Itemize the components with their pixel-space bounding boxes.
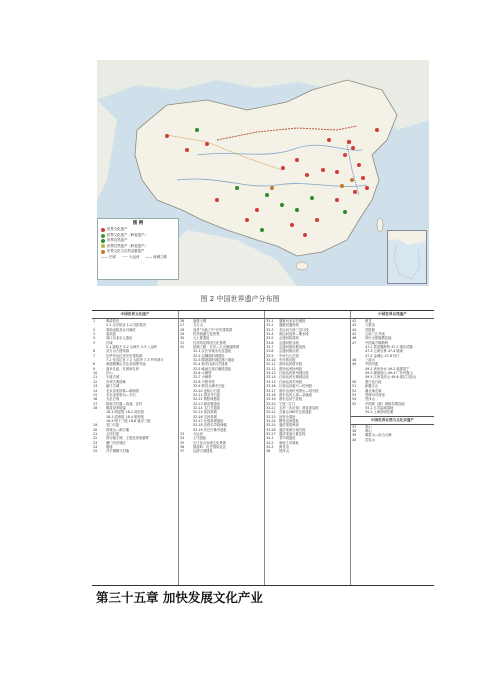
row-number: 33-2 <box>266 323 274 328</box>
row-name: 武当山古建筑群 <box>106 349 130 354</box>
row-name: 32-11 炳灵寺石窟 <box>193 392 221 397</box>
chapter-heading: 第三十五章 加快发展文化产业 <box>96 590 263 605</box>
row-name: 元上都遗址 <box>193 336 210 341</box>
row-name: 32-8 兴教寺塔 <box>193 379 215 384</box>
row-name: 大足石刻 <box>106 397 120 402</box>
row-number: 49 <box>352 362 357 367</box>
row-number: 34 <box>180 436 185 441</box>
header-natural: 中国世界自然遗产 <box>351 311 434 319</box>
row-number: 33-5 <box>266 336 274 341</box>
row-name: 47-5 金佛山 47-6 环江 <box>365 353 400 358</box>
row-number: 51 <box>352 384 357 389</box>
row-name: 苏州古典园林 <box>106 379 126 384</box>
row-name: 32-13 悬泉置遗址 <box>193 401 221 406</box>
row-name: 黄龙 <box>365 319 372 323</box>
row-name: 杭州西湖文化景观 <box>193 332 220 337</box>
row-number: 33-16 <box>266 384 276 389</box>
row-name: 淮扬运河淮安段 <box>279 362 303 367</box>
row-number: 33-1 <box>266 319 274 323</box>
row-number: 14 <box>93 388 98 393</box>
row-number: 48 <box>352 358 357 363</box>
row-name: 湖北神农架 <box>365 388 382 393</box>
row-name: 32-15 高昌故城 <box>193 410 217 415</box>
row-name: 浙东运河宁波段 <box>279 397 303 402</box>
list-col4b <box>351 425 434 442</box>
row-name: 32-1 汉长安城未央宫遗址 <box>193 349 232 354</box>
green-dot-icon <box>101 234 105 238</box>
row-name: 武夷山 <box>365 437 375 442</box>
row-name: 18-3 清西陵 18-4 明孝陵 <box>106 414 144 419</box>
table-row <box>265 449 350 453</box>
row-name: 老司城遗址 <box>279 436 296 441</box>
row-name: 柳孜运河遗址 <box>279 418 299 423</box>
row-number: 17 <box>93 401 98 406</box>
row-name: 武陵源 <box>365 327 375 332</box>
row-number: 33-6 <box>266 340 274 345</box>
row-name: 通济渠郑州段 <box>279 423 299 428</box>
row-name: 通济渠商丘夏邑段 <box>279 431 306 436</box>
legend-item-natural-cross: 世界自然遗产（跨省遗产） <box>101 244 175 249</box>
row-number: 44 <box>352 327 357 332</box>
row-name: 庐山 <box>106 371 113 376</box>
row-name: 曲阜孔庙、孔林和孔府 <box>106 366 139 371</box>
map-legend <box>97 218 179 280</box>
row-number: 33-13 <box>266 371 276 376</box>
row-name: 左江花山岩画文化景观 <box>193 440 226 445</box>
row-number: 33-20 <box>266 401 276 406</box>
row-name: 明清皇家陵寝 <box>106 405 126 410</box>
row-name: 丽江古城 <box>106 384 120 389</box>
row-name: 32-7 小雁塔 <box>193 375 212 380</box>
row-name: 47-3 云南石林 47-4 施秉 <box>365 349 403 354</box>
row-number: 33-3 <box>266 327 274 332</box>
row-name: 莫高窟 <box>106 332 116 337</box>
row-name: 55-1 江苏盐城湿地 <box>365 405 394 410</box>
row-name: 1-1 北京故宫 1-2 沈阳故宫 <box>106 323 147 328</box>
row-number: 45 <box>352 332 357 337</box>
row-number: 33-18 <box>266 392 276 397</box>
row-number: 33-10 <box>266 358 276 363</box>
row-name: 32-14 玉门关遗址 <box>193 405 221 410</box>
table-column-2 <box>179 311 264 585</box>
row-number: 33-9 <box>266 353 274 358</box>
row-name: 周口店北京人遗址 <box>106 336 133 341</box>
row-name: 会通河微山段 <box>279 349 299 354</box>
row-number: 32 <box>180 345 185 350</box>
row-name: 丝绸之路：长安—天山廊道路网 <box>193 345 240 350</box>
row-name: 云冈石窟 <box>106 431 120 436</box>
row-number: 37 <box>352 424 357 429</box>
row-name: 中国丹霞 <box>365 362 379 367</box>
row-name: 会通河临清段 <box>279 336 299 341</box>
row-name: 49-5 江西龙虎山 49-6 浙江江郎山 <box>365 375 417 380</box>
row-name: 北京皇家园林—颐和园 <box>106 388 139 393</box>
south-china-sea-inset <box>387 230 427 284</box>
row-number: 6 <box>93 349 96 354</box>
row-number: 15 <box>93 392 98 397</box>
legend-item-cultural: 世界文化遗产 <box>101 227 175 232</box>
row-number: 30 <box>180 336 185 341</box>
row-name: 47-1 荔波喀斯特 47-2 重庆武隆 <box>365 345 413 350</box>
row-name: 梵净山 <box>279 449 289 454</box>
row-name: 江南运河无锡城区段 <box>279 375 309 380</box>
header-cultural: 中国世界文化遗产 <box>92 311 178 319</box>
header-spacer <box>265 311 350 319</box>
row-name: 7-1 布达拉宫 7-2 大昭寺 7-3 罗布林卡 <box>106 358 164 363</box>
row-name: 龙门石窟 <box>106 423 120 428</box>
row-number: 33-24 <box>266 418 276 423</box>
row-number: 37 <box>180 449 185 454</box>
list-col1 <box>92 319 178 454</box>
figure-caption: 图 2 中国世界遗产分布图 <box>200 295 280 303</box>
row-number: 23 <box>93 440 98 445</box>
row-number: 8 <box>93 362 96 367</box>
row-number: 16 <box>93 397 98 402</box>
legend-item-mixed: 世界文化与自然双重遗产 <box>101 249 175 254</box>
row-number: 33-8 <box>266 349 274 354</box>
row-name: 开平碉楼与村落 <box>106 449 130 454</box>
table-row <box>179 449 264 453</box>
row-name: 海龙屯 <box>279 444 289 449</box>
row-name: 32-18 克孜尔尕哈烽燧 <box>193 423 227 428</box>
row-name: 江南运河常州城区段 <box>279 371 309 376</box>
row-number: 33-15 <box>266 379 276 384</box>
row-number: 33-11 <box>266 362 276 367</box>
header-spacer <box>179 311 264 319</box>
heritage-table <box>92 310 434 586</box>
row-number: 54 <box>352 397 357 402</box>
legend-item-natural: 世界自然遗产 <box>101 238 175 243</box>
row-name: 良渚古城遗址 <box>193 449 213 454</box>
row-name: 含嘉仓160号仓窖遗址 <box>279 410 312 415</box>
row-name: 32-17 北庭故城遗址 <box>193 418 224 423</box>
row-name: 32-4 新安汉函谷关遗址 <box>193 362 228 367</box>
row-number: 25 <box>93 449 98 454</box>
row-number: 11 <box>93 375 98 380</box>
row-name: 32-5 崤函古道石壕段遗址 <box>193 366 232 371</box>
row-number: 7 <box>93 353 96 358</box>
row-name: 32-6 大雁塔 <box>193 371 212 376</box>
row-number: 33-27 <box>266 431 276 436</box>
row-name: 梵净山 <box>365 397 375 402</box>
row-number: 3 <box>93 332 96 337</box>
row-number: 27 <box>180 323 185 328</box>
table-column-3 <box>265 311 350 585</box>
row-number: 55 <box>352 401 357 406</box>
row-name: 卫河（永济渠）滑县浚县段 <box>279 405 319 410</box>
row-name: 中国黄（渤）海候鸟栖息地 <box>365 401 405 406</box>
row-number: 33-7 <box>266 345 274 350</box>
row-name: 峨眉山—乐山大佛 <box>365 433 392 438</box>
row-name: 18-1 明显陵 18-2 清东陵 <box>106 410 144 415</box>
row-name: 32-16 交河故城 <box>193 414 217 419</box>
row-number: 33 <box>180 431 185 436</box>
row-name: 鼓浪屿：历史国际社区 <box>193 444 226 449</box>
row-number: 31 <box>180 340 185 345</box>
row-number <box>351 410 365 414</box>
green-dot-icon <box>101 239 105 243</box>
row-number: 28 <box>180 327 185 332</box>
row-name: 新疆天山 <box>365 384 379 389</box>
row-number: 10 <box>93 371 98 376</box>
row-number: 24 <box>93 444 98 449</box>
row-number: 9 <box>93 366 96 371</box>
row-number: 33-26 <box>266 427 276 432</box>
row-name: 32-3 隋唐洛阳城定鼎门遗址 <box>193 358 235 363</box>
row-name: 长城 <box>106 340 113 345</box>
row-number: 26 <box>180 319 185 323</box>
row-number: 33-14 <box>266 375 276 380</box>
row-number: 33-17 <box>266 388 276 393</box>
row-name: 宁波三江口 <box>279 401 296 406</box>
row-name: 浙东运河上虞—余姚段 <box>279 392 312 397</box>
row-number: 33-19 <box>266 397 276 402</box>
list-col4 <box>351 319 434 415</box>
row-name: 32-9 彬县大佛寺石窟 <box>193 384 225 389</box>
row-name: 五台山 <box>193 323 203 328</box>
row-name: 会通河阳谷段 <box>279 340 299 345</box>
row-number: 47 <box>352 340 357 345</box>
row-number: 36 <box>180 444 185 449</box>
row-name: 通惠河北京旧城段 <box>279 319 306 323</box>
row-name: 中河宿迁段 <box>279 358 296 363</box>
row-name: 秦始皇陵及兵马俑坑 <box>106 327 136 332</box>
row-number: 18 <box>93 405 98 410</box>
row-number: 33-21 <box>266 405 276 410</box>
row-name: 江南运河嘉兴—杭州段 <box>279 384 312 389</box>
row-name: 澄江化石地 <box>365 379 382 384</box>
row-name: 九寨沟 <box>365 323 375 328</box>
row-name: 泰山 <box>365 424 372 429</box>
row-number: 21 <box>93 431 98 436</box>
row-number: 33-12 <box>266 366 276 371</box>
row-name: 32-10 麦积山石窟 <box>193 388 221 393</box>
row-name: 四川大熊猫栖息地 <box>365 336 392 341</box>
row-name: 江南运河苏州段 <box>279 379 303 384</box>
row-name: 明清故宫 <box>106 319 120 323</box>
row-number: 38 <box>266 449 271 454</box>
row-name: 高句丽王城、王陵及贵族墓葬 <box>106 436 149 441</box>
row-number: 52 <box>352 388 357 393</box>
row-number: 22 <box>93 436 98 441</box>
legend-item-cultural-cross: 世界文化遗产（跨省遗产） <box>101 233 175 238</box>
row-name: 32-19 苏巴什佛寺遗址 <box>193 427 227 432</box>
row-number: 42 <box>352 319 357 323</box>
row-name: 中河台儿庄段 <box>279 353 299 358</box>
row-number: 34-1 <box>266 436 274 441</box>
row-name: 福建土楼 <box>193 319 207 323</box>
table-column-4 <box>351 311 434 585</box>
row-name: 青海可可西里 <box>365 392 385 397</box>
row-name: 通济渠商丘南关段 <box>279 427 306 432</box>
row-number: 2 <box>93 327 96 332</box>
row-number: 40 <box>352 437 357 442</box>
row-name: 北京皇家祭坛—天坛 <box>106 392 136 397</box>
legend-lines: —— 长城 ······ 大运河 —— 丝绸之路 <box>101 255 167 260</box>
row-name: 大运河 <box>193 431 203 436</box>
row-name: 平遥古城 <box>106 375 120 380</box>
china-heritage-map <box>97 60 429 286</box>
legend-title: 图 例 <box>132 221 144 226</box>
row-number: 35 <box>180 440 185 445</box>
row-name: 皖南古村落—西递、宏村 <box>106 401 143 406</box>
row-number: 1 <box>93 319 96 323</box>
row-name: 青城山—都江堰 <box>106 427 130 432</box>
row-name: 5-1 嘉峪关 5-2 山海关 5-3 八达岭 <box>106 345 158 350</box>
row-name: 通惠河通州段 <box>279 323 299 328</box>
red-dot-icon <box>101 228 105 232</box>
row-number: 29 <box>180 332 185 337</box>
row-name: 黄山 <box>365 428 372 433</box>
row-name: 49-3 湖南崀山 49-4 广东丹霞山 <box>365 371 413 376</box>
row-number: 33-22 <box>266 410 276 415</box>
row-name: 49-1 贵州赤水 49-2 福建泰宁 <box>365 366 410 371</box>
inset-graphic <box>388 231 426 283</box>
row-name: 澳门历史城区 <box>106 440 126 445</box>
row-number: 19 <box>93 423 98 428</box>
orange-dot-icon <box>101 250 105 254</box>
table-row <box>92 449 178 453</box>
yellow-dot-icon <box>101 244 105 248</box>
row-number: 39 <box>352 433 357 438</box>
table-row <box>351 438 434 442</box>
row-number: 33-23 <box>266 414 276 419</box>
row-number: 50 <box>352 379 357 384</box>
row-number: 46 <box>352 336 357 341</box>
row-name: 登封"天地之中"历史建筑群 <box>193 327 233 332</box>
row-name: 殷墟 <box>106 444 113 449</box>
header-mixed: 中国世界自然与文化双遗产 <box>351 416 434 425</box>
table-column-1 <box>92 311 178 585</box>
row-number: 13 <box>93 384 98 389</box>
row-number: 4 <box>93 336 96 341</box>
row-name: 32-12 锁阳城遗址 <box>193 397 221 402</box>
row-number: 34-2 <box>266 440 274 445</box>
table-row <box>351 410 434 414</box>
row-name: 会通河南旺枢纽段 <box>279 345 306 350</box>
row-name: 中国南方喀斯特 <box>365 340 389 345</box>
row-name: 回洛仓遗址 <box>279 414 296 419</box>
row-name: 云南三江并流 <box>365 332 385 337</box>
row-name: 三清山 <box>365 358 375 363</box>
row-name: 北运河天津三岔口段 <box>279 327 309 332</box>
row-number: 33-25 <box>266 423 276 428</box>
row-name: 南运河沧州—衡水段 <box>279 332 309 337</box>
row-name: 唐崖土司城址 <box>279 440 299 445</box>
row-name: 拉萨布达拉宫历史建筑群 <box>106 353 143 358</box>
list-col2 <box>179 319 264 454</box>
row-number: 12 <box>93 379 98 384</box>
list-col3 <box>265 319 350 454</box>
row-name: 浙东运河杭州萧山—绍兴段 <box>279 388 319 393</box>
row-number: 5 <box>93 340 96 345</box>
row-name: 55-2 上海崇明东滩 <box>365 410 394 415</box>
row-name: 淮扬运河扬州段 <box>279 366 303 371</box>
row-number: 34-3 <box>266 444 274 449</box>
row-number: 20 <box>93 427 98 432</box>
row-number: 33-4 <box>266 332 274 337</box>
row-number: 38 <box>352 428 357 433</box>
row-name: 红河哈尼梯田文化景观 <box>193 340 226 345</box>
row-name: 土司遗址 <box>193 436 207 441</box>
row-number: 53 <box>352 392 357 397</box>
row-number: 43 <box>352 323 357 328</box>
row-name: 承德避暑山庄及其周围寺庙 <box>106 362 146 367</box>
row-name: 18-5 明十三陵 18-6 盛京三陵 <box>106 418 151 423</box>
row-name: 32-2 汉魏洛阳城遗址 <box>193 353 225 358</box>
